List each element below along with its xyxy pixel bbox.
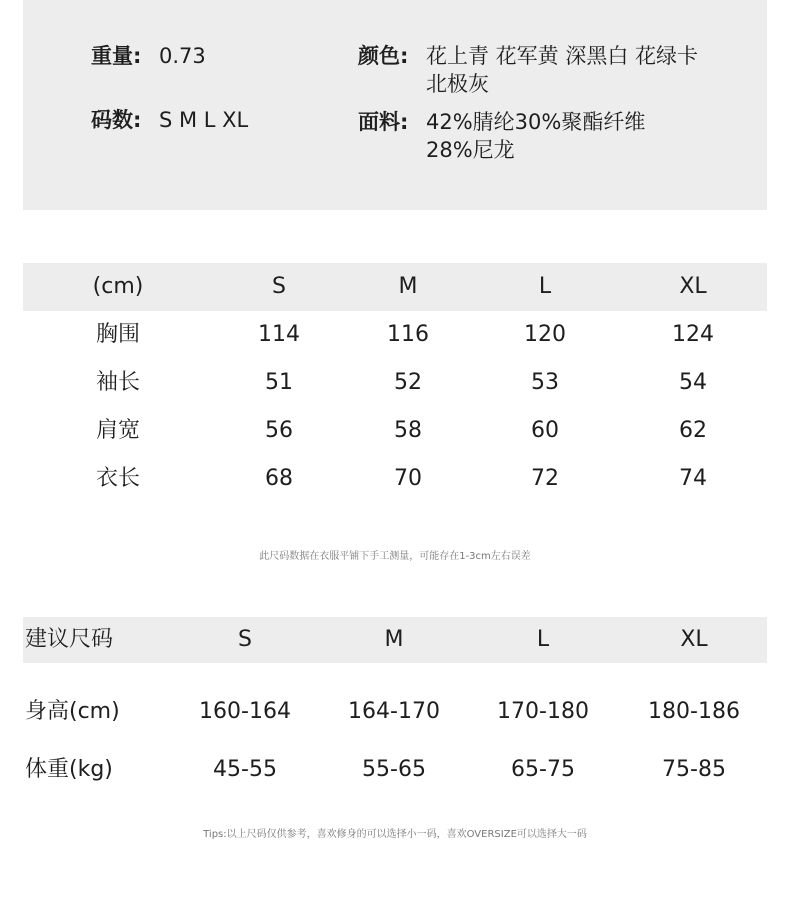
color-label: 颜色:	[358, 44, 409, 68]
header-size-xl: XL	[679, 274, 707, 299]
header-size-s: S	[272, 274, 286, 299]
table-cell: 65-75	[511, 757, 575, 782]
product-info-panel	[23, 0, 767, 210]
header-size-s: S	[238, 627, 252, 652]
header-size-xl: XL	[680, 627, 708, 652]
table-cell: 52	[394, 370, 422, 395]
header-size-l: L	[536, 627, 550, 652]
header-unit: (cm)	[92, 274, 144, 299]
table-cell: 70	[394, 466, 422, 491]
table-row	[23, 455, 767, 503]
recommend-table-header	[23, 617, 767, 663]
row-label: 衣长	[95, 466, 140, 491]
table-cell: 54	[679, 370, 707, 395]
fabric-label: 面料:	[358, 110, 409, 134]
table-cell: 75-85	[662, 757, 726, 782]
size-table-header	[23, 263, 767, 311]
table-cell: 55-65	[362, 757, 426, 782]
table-cell: 51	[265, 370, 293, 395]
table-row	[23, 741, 767, 799]
table-cell: 170-180	[497, 699, 589, 724]
color-value: 花上青 花军黄 深黑白 花绿卡 北极灰	[426, 44, 699, 96]
table-cell: 53	[531, 370, 559, 395]
size-value: S M L XL	[159, 108, 249, 132]
size-recommendation-table	[23, 617, 767, 799]
table-cell: 58	[394, 418, 422, 443]
row-label: 体重(kg)	[25, 757, 113, 782]
measurement-note: 此尺码数据在衣服平铺下手工测量，可能存在1-3cm左右误差	[259, 551, 531, 562]
header-recommend: 建议尺码	[25, 627, 114, 652]
header-size-l: L	[538, 274, 552, 299]
tips-note: Tips:以上尺码仅供参考，喜欢修身的可以选择小一码，喜欢OVERSIZE可以选择大一码	[203, 829, 587, 840]
table-cell: 68	[265, 466, 293, 491]
table-cell: 60	[531, 418, 559, 443]
table-cell: 62	[679, 418, 707, 443]
row-label: 胸围	[95, 322, 140, 347]
fabric-value: 42%腈纶30%聚酯纤维28%尼龙	[426, 110, 646, 162]
row-label: 身高(cm)	[25, 699, 120, 724]
weight-label: 重量:	[91, 44, 142, 68]
table-row	[23, 359, 767, 407]
table-cell: 164-170	[348, 699, 440, 724]
table-cell: 56	[265, 418, 293, 443]
table-cell: 114	[258, 322, 300, 347]
table-cell: 74	[679, 466, 707, 491]
table-cell: 124	[672, 322, 714, 347]
table-cell: 72	[531, 466, 559, 491]
table-cell: 120	[524, 322, 566, 347]
table-row	[23, 683, 767, 741]
weight-value: 0.73	[159, 44, 206, 68]
table-cell: 45-55	[213, 757, 277, 782]
size-measurement-table	[23, 263, 767, 503]
table-cell: 180-186	[648, 699, 740, 724]
row-label: 肩宽	[95, 418, 140, 443]
row-label: 袖长	[95, 370, 140, 395]
table-row	[23, 311, 767, 359]
table-cell: 160-164	[199, 699, 291, 724]
table-cell: 116	[387, 322, 429, 347]
header-size-m: M	[384, 627, 404, 652]
size-label: 码数:	[91, 108, 142, 132]
header-size-m: M	[398, 274, 418, 299]
table-row	[23, 407, 767, 455]
